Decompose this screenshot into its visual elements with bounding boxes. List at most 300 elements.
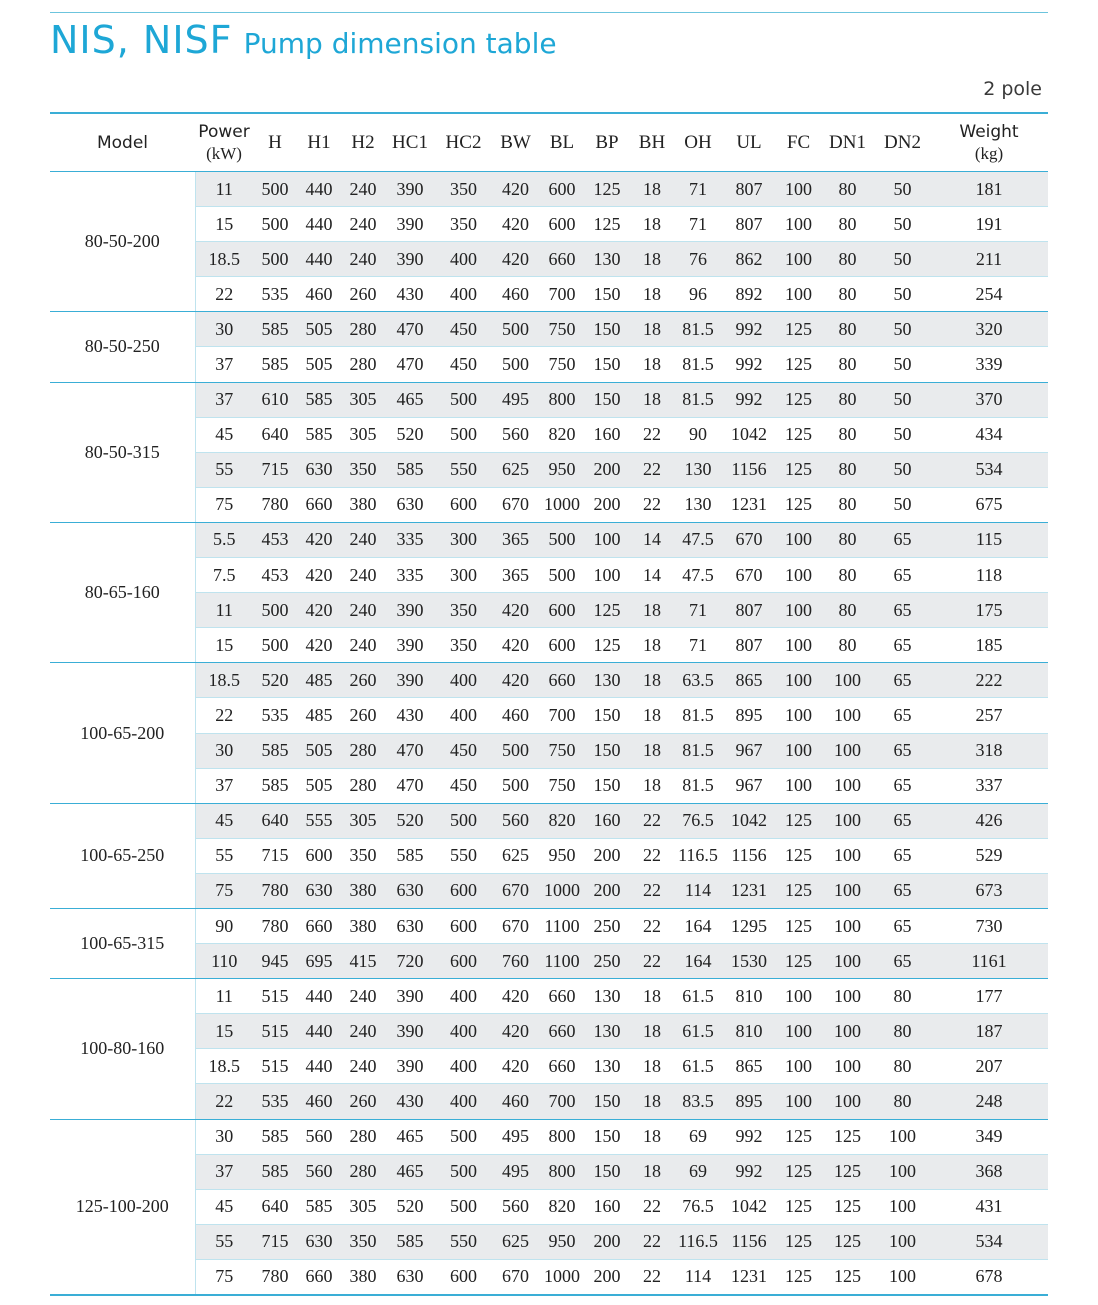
table-cell: 515 (253, 979, 297, 1014)
table-cell: 18 (629, 312, 675, 347)
table-cell: 600 (539, 172, 585, 207)
table-cell: 800 (539, 382, 585, 417)
table-cell: 800 (539, 1119, 585, 1154)
model-cell: 100-65-250 (50, 803, 195, 908)
table-cell: 415 (341, 944, 385, 979)
table-cell: 65 (875, 698, 930, 733)
table-row (50, 628, 1048, 663)
table-cell: 18 (629, 172, 675, 207)
table-cell: 585 (253, 1119, 297, 1154)
table-cell: 1231 (721, 873, 777, 908)
column-header-label: H (268, 131, 282, 153)
table-cell: 350 (341, 452, 385, 487)
table-cell: 130 (675, 452, 721, 487)
table-cell: 420 (492, 207, 539, 242)
table-cell: 400 (435, 663, 492, 698)
table-cell: 150 (585, 312, 629, 347)
table-cell: 100 (777, 522, 820, 557)
table-cell: 18 (629, 1049, 675, 1084)
table-cell: 780 (253, 487, 297, 522)
table-cell: 585 (253, 347, 297, 382)
table-cell: 470 (385, 347, 435, 382)
table-cell: 150 (585, 1084, 629, 1119)
table-cell: 18 (629, 242, 675, 277)
table-cell: 280 (341, 768, 385, 803)
table-body (50, 172, 1048, 1296)
table-cell: 807 (721, 172, 777, 207)
table-cell: 160 (585, 417, 629, 452)
table-cell: 505 (297, 733, 341, 768)
table-cell: 730 (930, 908, 1048, 943)
table-cell: 460 (492, 698, 539, 733)
table-cell: 715 (253, 1224, 297, 1259)
table-cell: 80 (875, 1084, 930, 1119)
table-cell: 660 (539, 979, 585, 1014)
table-cell: 125 (820, 1224, 875, 1259)
column-header-label: Weight (959, 121, 1019, 142)
table-cell: 660 (297, 487, 341, 522)
table-cell: 100 (777, 979, 820, 1014)
table-cell: 116.5 (675, 1224, 721, 1259)
table-cell: 350 (435, 628, 492, 663)
table-cell: 100 (875, 1154, 930, 1189)
table-cell: 240 (341, 207, 385, 242)
table-cell: 465 (385, 382, 435, 417)
table-cell: 100 (777, 558, 820, 593)
table-cell: 50 (875, 277, 930, 312)
table-row (50, 1259, 1048, 1295)
table-cell: 125 (777, 1119, 820, 1154)
table-cell: 750 (539, 347, 585, 382)
table-cell: 222 (930, 663, 1048, 698)
table-cell: 585 (253, 312, 297, 347)
table-cell: 585 (297, 382, 341, 417)
table-cell: 350 (435, 172, 492, 207)
table-cell: 80 (875, 1049, 930, 1084)
table-cell: 950 (539, 452, 585, 487)
table-cell: 1156 (721, 452, 777, 487)
table-cell: 600 (297, 838, 341, 873)
table-cell: 130 (585, 663, 629, 698)
table-cell: 992 (721, 312, 777, 347)
column-header (435, 113, 492, 172)
column-header-label: HC1 (392, 131, 428, 153)
table-row (50, 593, 1048, 628)
table-cell: 400 (435, 1049, 492, 1084)
table-cell: 30 (195, 1119, 253, 1154)
table-cell: 640 (253, 1189, 297, 1224)
table-cell: 520 (385, 417, 435, 452)
table-cell: 600 (435, 487, 492, 522)
table-cell: 585 (385, 452, 435, 487)
table-cell: 80 (875, 1014, 930, 1049)
table-cell: 750 (539, 768, 585, 803)
table-cell: 125 (820, 1154, 875, 1189)
table-cell: 305 (341, 417, 385, 452)
table-cell: 500 (492, 733, 539, 768)
title-main: NIS, NISF (50, 18, 233, 62)
table-cell: 500 (253, 172, 297, 207)
table-cell: 96 (675, 277, 721, 312)
table-cell: 560 (492, 1189, 539, 1224)
table-cell: 45 (195, 803, 253, 838)
table-cell: 470 (385, 768, 435, 803)
table-cell: 660 (539, 1049, 585, 1084)
table-cell: 560 (492, 803, 539, 838)
table-cell: 22 (629, 873, 675, 908)
table-cell: 22 (629, 452, 675, 487)
table-cell: 125 (777, 873, 820, 908)
table-cell: 670 (492, 1259, 539, 1295)
column-header (930, 113, 1048, 172)
column-header (777, 113, 820, 172)
table-cell: 420 (297, 522, 341, 557)
table-cell: 100 (777, 1049, 820, 1084)
table-cell: 630 (385, 873, 435, 908)
table-cell: 200 (585, 1259, 629, 1295)
table-cell: 18 (629, 382, 675, 417)
table-cell: 400 (435, 1084, 492, 1119)
table-cell: 71 (675, 172, 721, 207)
table-cell: 807 (721, 593, 777, 628)
table-cell: 1042 (721, 417, 777, 452)
column-header (539, 113, 585, 172)
table-cell: 678 (930, 1259, 1048, 1295)
table-row (50, 207, 1048, 242)
table-cell: 80 (820, 172, 875, 207)
column-header (721, 113, 777, 172)
table-cell: 81.5 (675, 768, 721, 803)
table-cell: 305 (341, 382, 385, 417)
table-cell: 22 (629, 1189, 675, 1224)
table-cell: 720 (385, 944, 435, 979)
table-cell: 992 (721, 1154, 777, 1189)
table-cell: 65 (875, 558, 930, 593)
table-cell: 18 (629, 733, 675, 768)
table-cell: 30 (195, 733, 253, 768)
table-cell: 164 (675, 944, 721, 979)
table-cell: 426 (930, 803, 1048, 838)
table-cell: 100 (777, 207, 820, 242)
table-cell: 240 (341, 1049, 385, 1084)
table-cell: 400 (435, 277, 492, 312)
table-cell: 71 (675, 628, 721, 663)
table-cell: 164 (675, 908, 721, 943)
table-row (50, 452, 1048, 487)
table-cell: 125 (777, 452, 820, 487)
table-row (50, 733, 1048, 768)
table-cell: 390 (385, 593, 435, 628)
table-cell: 50 (875, 207, 930, 242)
table-cell: 670 (492, 908, 539, 943)
table-cell: 434 (930, 417, 1048, 452)
table-cell: 630 (385, 1259, 435, 1295)
table-cell: 1231 (721, 487, 777, 522)
table-cell: 150 (585, 768, 629, 803)
table-cell: 71 (675, 593, 721, 628)
table-cell: 520 (253, 663, 297, 698)
table-cell: 200 (585, 873, 629, 908)
table-cell: 967 (721, 733, 777, 768)
table-header-row (50, 113, 1048, 172)
table-cell: 700 (539, 698, 585, 733)
table-cell: 600 (435, 944, 492, 979)
table-cell: 660 (297, 1259, 341, 1295)
table-row (50, 698, 1048, 733)
table-cell: 715 (253, 838, 297, 873)
table-cell: 585 (297, 417, 341, 452)
table-cell: 7.5 (195, 558, 253, 593)
table-cell: 339 (930, 347, 1048, 382)
table-cell: 50 (875, 417, 930, 452)
table-cell: 150 (585, 277, 629, 312)
column-header-label: BP (595, 131, 619, 153)
table-cell: 116.5 (675, 838, 721, 873)
table-cell: 500 (253, 242, 297, 277)
column-header-label: H2 (351, 131, 375, 153)
table-cell: 100 (585, 522, 629, 557)
table-cell: 100 (820, 838, 875, 873)
table-cell: 500 (435, 1119, 492, 1154)
table-row (50, 1049, 1048, 1084)
model-cell: 80-65-160 (50, 522, 195, 662)
table-cell: 465 (385, 1119, 435, 1154)
table-cell: 1000 (539, 873, 585, 908)
table-cell: 100 (820, 698, 875, 733)
table-cell: 200 (585, 452, 629, 487)
table-cell: 760 (492, 944, 539, 979)
table-cell: 100 (777, 628, 820, 663)
table-cell: 280 (341, 1119, 385, 1154)
table-row (50, 172, 1048, 207)
table-cell: 495 (492, 1119, 539, 1154)
table-cell: 130 (585, 242, 629, 277)
table-cell: 495 (492, 382, 539, 417)
column-header-label: OH (684, 131, 712, 153)
table-cell: 280 (341, 733, 385, 768)
table-row (50, 487, 1048, 522)
table-cell: 100 (777, 698, 820, 733)
table-cell: 177 (930, 979, 1048, 1014)
table-cell: 100 (777, 663, 820, 698)
table-row (50, 522, 1048, 557)
table-cell: 61.5 (675, 1049, 721, 1084)
table-cell: 100 (777, 593, 820, 628)
table-cell: 125 (777, 838, 820, 873)
table-cell: 22 (629, 803, 675, 838)
table-cell: 280 (341, 1154, 385, 1189)
table-cell: 18 (629, 1154, 675, 1189)
table-row (50, 979, 1048, 1014)
table-cell: 495 (492, 1154, 539, 1189)
table-cell: 18 (629, 663, 675, 698)
table-cell: 450 (435, 347, 492, 382)
table-cell: 865 (721, 1049, 777, 1084)
table-cell: 37 (195, 1154, 253, 1189)
table-cell: 450 (435, 733, 492, 768)
table-cell: 420 (492, 172, 539, 207)
column-header-unit: (kg) (974, 143, 1004, 163)
table-cell: 18 (629, 1014, 675, 1049)
table-cell: 50 (875, 312, 930, 347)
table-cell: 1042 (721, 1189, 777, 1224)
table-cell: 240 (341, 628, 385, 663)
table-cell: 440 (297, 172, 341, 207)
table-cell: 600 (539, 593, 585, 628)
table-cell: 430 (385, 277, 435, 312)
table-cell: 280 (341, 312, 385, 347)
table-cell: 18 (629, 277, 675, 312)
table-cell: 1100 (539, 908, 585, 943)
table-cell: 37 (195, 347, 253, 382)
table-cell: 700 (539, 277, 585, 312)
table-cell: 950 (539, 838, 585, 873)
table-cell: 585 (253, 768, 297, 803)
table-cell: 600 (539, 207, 585, 242)
column-header (675, 113, 721, 172)
table-cell: 100 (875, 1224, 930, 1259)
table-cell: 80 (820, 207, 875, 242)
table-cell: 37 (195, 382, 253, 417)
table-cell: 260 (341, 698, 385, 733)
table-cell: 100 (875, 1259, 930, 1295)
table-cell: 47.5 (675, 558, 721, 593)
table-cell: 625 (492, 452, 539, 487)
table-cell: 515 (253, 1014, 297, 1049)
table-cell: 18.5 (195, 663, 253, 698)
table-cell: 61.5 (675, 1014, 721, 1049)
table-row (50, 1189, 1048, 1224)
table-cell: 100 (820, 979, 875, 1014)
table-cell: 65 (875, 733, 930, 768)
table-cell: 780 (253, 1259, 297, 1295)
table-row (50, 312, 1048, 347)
column-header-label: DN2 (884, 131, 921, 153)
column-header-label: HC2 (445, 131, 482, 153)
table-cell: 305 (341, 1189, 385, 1224)
table-cell: 820 (539, 1189, 585, 1224)
table-cell: 950 (539, 1224, 585, 1259)
table-cell: 80 (820, 347, 875, 382)
table-cell: 250 (585, 908, 629, 943)
table-cell: 390 (385, 979, 435, 1014)
table-cell: 625 (492, 838, 539, 873)
table-cell: 550 (435, 452, 492, 487)
table-cell: 80 (820, 277, 875, 312)
table-cell: 585 (253, 733, 297, 768)
table-cell: 1156 (721, 1224, 777, 1259)
table-cell: 585 (253, 1154, 297, 1189)
table-cell: 500 (539, 522, 585, 557)
table-cell: 125 (777, 487, 820, 522)
column-header-label: UL (736, 131, 762, 153)
table-cell: 125 (777, 908, 820, 943)
table-cell: 100 (585, 558, 629, 593)
table-cell: 862 (721, 242, 777, 277)
table-cell: 81.5 (675, 382, 721, 417)
table-cell: 420 (492, 628, 539, 663)
table-cell: 390 (385, 663, 435, 698)
table-cell: 63.5 (675, 663, 721, 698)
table-cell: 350 (435, 207, 492, 242)
table-cell: 76.5 (675, 803, 721, 838)
table-cell: 460 (297, 277, 341, 312)
table-cell: 37 (195, 768, 253, 803)
table-cell: 240 (341, 593, 385, 628)
table-cell: 100 (875, 1119, 930, 1154)
table-cell: 125 (585, 172, 629, 207)
table-cell: 945 (253, 944, 297, 979)
table-cell: 22 (195, 1084, 253, 1119)
table-cell: 420 (492, 663, 539, 698)
table-cell: 555 (297, 803, 341, 838)
table-cell: 18.5 (195, 242, 253, 277)
table-cell: 470 (385, 312, 435, 347)
table-cell: 500 (492, 768, 539, 803)
table-cell: 81.5 (675, 698, 721, 733)
table-cell: 75 (195, 487, 253, 522)
table-cell: 500 (435, 1154, 492, 1189)
table-cell: 300 (435, 522, 492, 557)
table-cell: 500 (492, 347, 539, 382)
column-header (585, 113, 629, 172)
table-cell: 110 (195, 944, 253, 979)
table-cell: 810 (721, 979, 777, 1014)
table-cell: 100 (820, 1084, 875, 1119)
table-cell: 365 (492, 522, 539, 557)
table-cell: 69 (675, 1154, 721, 1189)
table-cell: 80 (820, 522, 875, 557)
table-cell: 470 (385, 733, 435, 768)
table-cell: 895 (721, 1084, 777, 1119)
table-cell: 780 (253, 873, 297, 908)
table-cell: 390 (385, 207, 435, 242)
table-cell: 660 (539, 1014, 585, 1049)
table-cell: 673 (930, 873, 1048, 908)
table-cell: 15 (195, 628, 253, 663)
table-cell: 750 (539, 733, 585, 768)
table-cell: 80 (820, 417, 875, 452)
table-cell: 80 (820, 452, 875, 487)
table-cell: 45 (195, 1189, 253, 1224)
table-cell: 420 (297, 593, 341, 628)
table-cell: 240 (341, 242, 385, 277)
table-cell: 585 (385, 1224, 435, 1259)
table-cell: 55 (195, 1224, 253, 1259)
column-header (385, 113, 435, 172)
column-header-label: Model (96, 132, 149, 153)
table-cell: 15 (195, 1014, 253, 1049)
table-cell: 550 (435, 838, 492, 873)
table-cell: 335 (385, 522, 435, 557)
table-cell: 257 (930, 698, 1048, 733)
table-row (50, 382, 1048, 417)
model-cell: 100-65-200 (50, 663, 195, 803)
table-cell: 600 (435, 908, 492, 943)
table-row (50, 417, 1048, 452)
table-cell: 100 (875, 1189, 930, 1224)
table-cell: 1100 (539, 944, 585, 979)
table-cell: 368 (930, 1154, 1048, 1189)
table-cell: 485 (297, 698, 341, 733)
table-cell: 365 (492, 558, 539, 593)
table-cell: 100 (820, 1049, 875, 1084)
table-cell: 420 (492, 1014, 539, 1049)
table-cell: 820 (539, 417, 585, 452)
dimension-table-wrapper (50, 112, 1048, 1296)
table-cell: 992 (721, 382, 777, 417)
table-row (50, 908, 1048, 943)
